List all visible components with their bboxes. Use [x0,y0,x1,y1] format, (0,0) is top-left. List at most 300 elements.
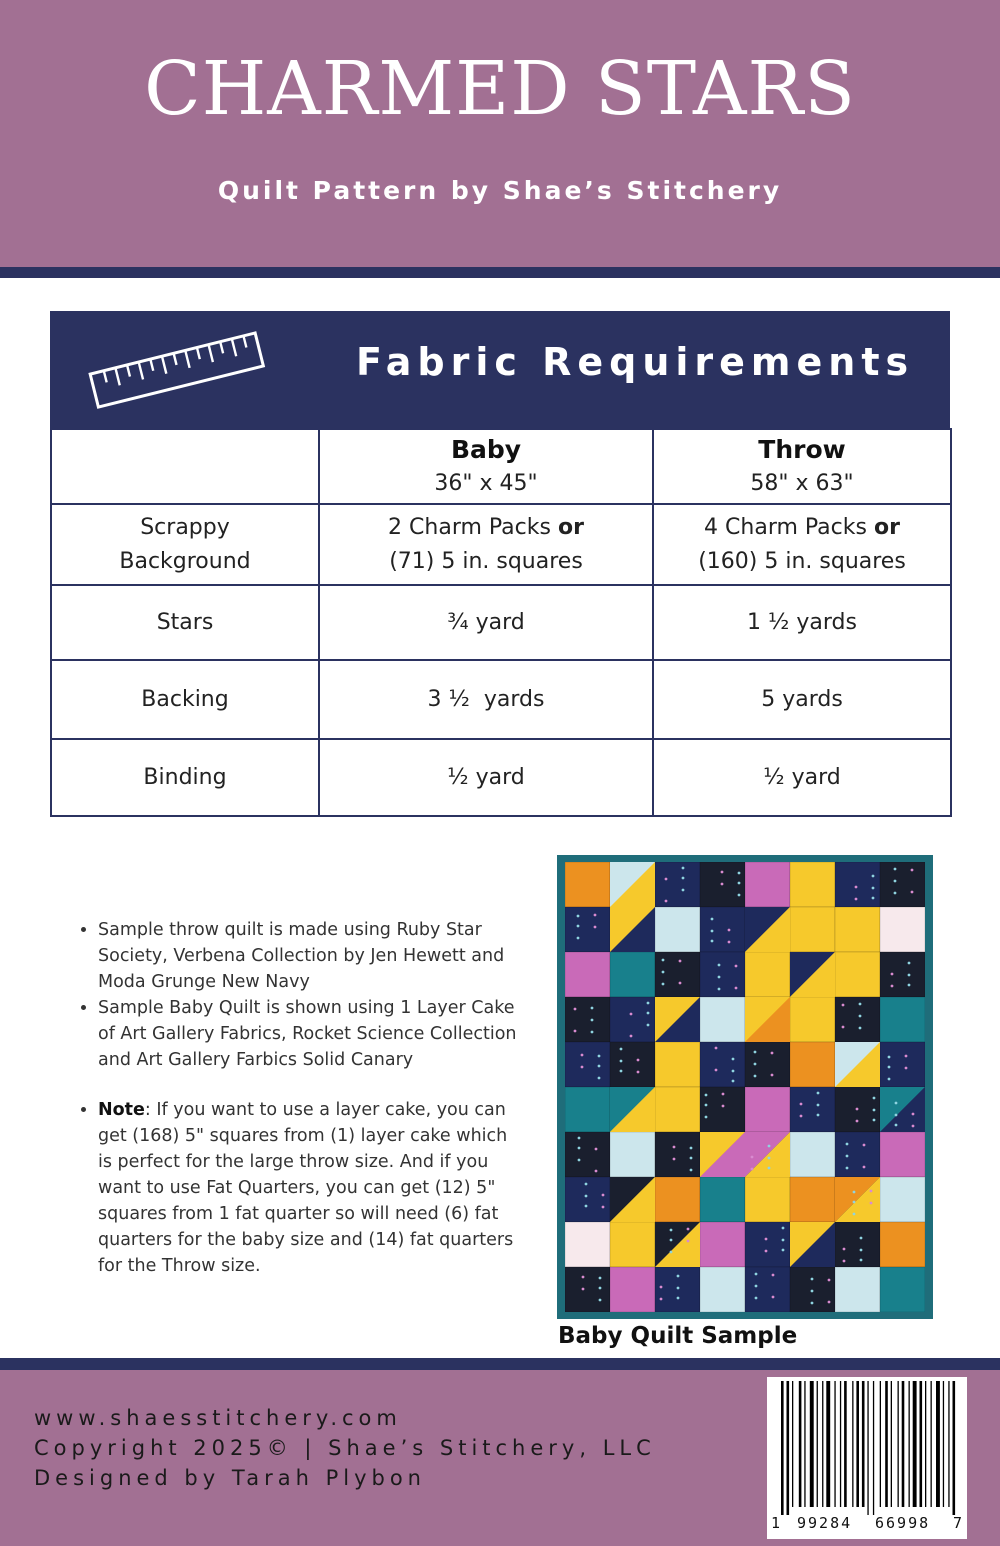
quilt-print-dot [888,1056,891,1059]
quilt-print-dot [718,976,721,979]
quilt-print-dot [705,1104,708,1107]
barcode-bar [817,1381,818,1507]
cell-or: or [873,514,900,540]
quilt-print-dot [755,1297,758,1300]
quilt-print-dot [721,883,724,886]
quilt-patch [835,952,880,997]
barcode-bar [862,1381,865,1507]
quilt-print-dot [738,894,741,897]
quilt-print-dot [677,1297,680,1300]
barcode-bar [826,1381,830,1507]
quilt-print-dot [771,1052,774,1055]
quilt-patch [790,1042,835,1087]
fabric-requirements-title: Fabric Requirements [356,340,915,384]
quilt-print-dot [705,1094,708,1097]
quilt-print-dot [670,1251,673,1254]
quilt-print-dot [660,1298,663,1301]
table-cell-throw: 5 yards [653,660,951,739]
quilt-patch [565,1132,610,1177]
quilt-print-dot [912,1113,915,1116]
quilt-patch [835,907,880,952]
quilt-print-dot [895,1114,898,1117]
quilt-patch [835,997,880,1042]
quilt-print-dot [891,985,894,988]
table-row [51,585,951,660]
barcode-left-digits: 99284 [797,1514,853,1532]
quilt-print-dot [665,900,668,903]
quilt-print-dot [765,1238,768,1241]
table-cell-throw [653,504,951,585]
quilt-print-dot [585,1183,588,1186]
barcode-bar [799,1381,802,1507]
quilt-print-dot [860,1259,863,1262]
column-title: Baby [450,434,522,464]
quilt-print-dot [711,930,714,933]
quilt-print-dot [738,882,741,885]
quilt-print-dot [905,1067,908,1070]
quilt-patch [745,1267,790,1312]
quilt-print-dot [800,1115,803,1118]
quilt-print-dot [811,1302,814,1305]
quilt-patch [835,1222,880,1267]
barcode-bar [822,1381,823,1507]
quilt-patch [565,1267,610,1312]
quilt-print-dot [620,1048,623,1051]
quilt-print-dot [872,897,875,900]
quilt-print-dot [811,1278,814,1281]
quilt-print-dot [735,965,738,968]
quilt-print-dot [721,871,724,874]
quilt-print-dot [894,880,897,883]
quilt-print-dot [718,964,721,967]
table-cell-baby [319,504,653,585]
quilt-patch [790,997,835,1042]
quilt-print-dot [670,1239,673,1242]
quilt-print-dot [782,1227,785,1230]
cell-text: (71) 5 in. squares [389,548,583,574]
quilt-print-dot [585,1195,588,1198]
quilt-patch [700,907,745,952]
quilt-print-dot [647,1002,650,1005]
quilt-print-dot [585,1205,588,1208]
barcode-bar [920,1381,923,1507]
quilt-patch [790,1177,835,1222]
quilt-print-dot [722,1105,725,1108]
quilt-patch [880,862,925,907]
quilt-print-dot [647,1012,650,1015]
table-header-row [51,429,951,504]
quilt-print-dot [665,878,668,881]
quilt-print-dot [602,1194,605,1197]
quilt-print-dot [687,1228,690,1231]
quilt-print-dot [598,1077,601,1080]
quilt-print-dot [591,1019,594,1022]
cell-or: or [557,514,584,540]
quilt-print-dot [637,1071,640,1074]
row-label: Stars [51,585,319,660]
quilt-print-dot [828,1301,831,1304]
quilt-print-dot [598,1065,601,1068]
quilt-print-dot [728,929,731,932]
table-corner-cell [51,429,319,504]
quilt-patch [655,1177,700,1222]
table-cell-baby: 3 ½ yards [319,660,653,739]
quilt-print-dot [842,1004,845,1007]
barcode-check-digit: 7 [953,1514,963,1532]
table-cell-baby: ½ yard [319,739,653,816]
quilt-patch [655,1042,700,1087]
quilt-print-dot [754,1075,757,1078]
barcode-bar [925,1381,926,1507]
quilt-print-dot [842,1026,845,1029]
quilt-print-dot [637,1059,640,1062]
quilt-print-dot [782,1239,785,1242]
quilt-print-dot [856,1120,859,1123]
quilt-patch [835,1132,880,1177]
designer-credit: Designed by Tarah Plybon [34,1466,426,1490]
quilt-patch [700,952,745,997]
quilt-print-dot [670,1229,673,1232]
quilt-patch [745,1177,790,1222]
barcode-bar [880,1381,881,1507]
quilt-print-dot [888,1066,891,1069]
column-header-baby [319,429,653,504]
notes-list [76,917,526,1279]
quilt-print-dot [647,1024,650,1027]
quilt-patch [880,1222,925,1267]
quilt-print-dot [677,1275,680,1278]
quilt-print-dot [755,1285,758,1288]
barcode-bar [943,1381,944,1507]
quilt-print-dot [872,875,875,878]
quilt-print-dot [582,1288,585,1291]
quilt-patch [880,1042,925,1087]
website-link[interactable]: www.shaesstitchery.com [34,1406,402,1430]
quilt-print-dot [908,962,911,965]
quilt-print-dot [888,1078,891,1081]
quilt-print-dot [598,1055,601,1058]
quilt-print-dot [728,941,731,944]
quilt-patch [880,952,925,997]
barcode-bar [873,1381,874,1515]
quilt-print-dot [905,1055,908,1058]
quilt-patch [565,907,610,952]
quilt-print-dot [765,1250,768,1253]
quilt-patch [790,907,835,952]
quilt-print-dot [732,1080,735,1083]
quilt-patch [565,1042,610,1087]
quilt-print-dot [860,1237,863,1240]
quilt-print-dot [863,1144,866,1147]
quilt-patch [655,862,700,907]
quilt-patch [565,997,610,1042]
barcode-bar [948,1381,949,1507]
quilt-print-dot [574,1030,577,1033]
quilt-print-dot [687,1240,690,1243]
quilt-print-dot [594,926,597,929]
table-row [51,660,951,739]
quilt-print-dot [690,1157,693,1160]
quilt-print-dot [870,1190,873,1193]
quilt-print-dot [578,1137,581,1140]
quilt-print-dot [599,1299,602,1302]
column-title: Throw [758,434,846,464]
quilt-print-dot [908,984,911,987]
quilt-patch [790,1267,835,1312]
quilt-patch [700,1177,745,1222]
quilt-print-dot [768,1157,771,1160]
cell-text: 2 Charm Packs [388,514,551,540]
quilt-print-dot [828,1279,831,1282]
quilt-print-dot [843,1260,846,1263]
quilt-print-dot [630,1035,633,1038]
quilt-print-dot [602,1206,605,1209]
notes-section [76,917,526,1279]
quilt-print-dot [594,914,597,917]
page-title: CHARMED STARS [144,46,856,132]
list-item: • Sample throw quilt is made using Ruby Star Society, Verbena Collection by Jen Hewett and Moda Grunge New Navy [98,917,526,995]
footer-divider [0,1358,1000,1370]
quilt-print-dot [599,1277,602,1280]
quilt-print-dot [853,1201,856,1204]
barcode-right-digits: 66998 [875,1514,931,1532]
quilt-patch [610,1042,655,1087]
quilt-print-dot [891,973,894,976]
quilt-print-dot [754,1063,757,1066]
quilt-print-dot [860,1249,863,1252]
quilt-patch [565,1177,610,1222]
barcode-bar [856,1381,859,1507]
quilt-print-dot [894,868,897,871]
quilt-print-dot [577,915,580,918]
quilt-patch [790,862,835,907]
quilt-caption: Baby Quilt Sample [558,1323,798,1349]
fabric-requirements-table [50,428,952,817]
quilt-patch [655,1132,700,1177]
quilt-print-dot [911,891,914,894]
quilt-print-dot [574,1008,577,1011]
quilt-print-dot [800,1103,803,1106]
column-dimensions: 36" x 45" [434,470,538,496]
quilt-print-dot [853,1191,856,1194]
quilt-print-dot [782,1249,785,1252]
barcode-bar [953,1381,956,1515]
barcode-bar [898,1381,899,1507]
quilt-print-dot [682,867,685,870]
quilt-print-dot [859,1027,862,1030]
barcode-bar [891,1381,892,1507]
quilt-print-dot [578,1159,581,1162]
row-label [51,504,319,585]
quilt-sample-image [565,862,925,1312]
quilt-patch [700,1042,745,1087]
quilt-print-dot [895,1124,898,1127]
quilt-print-dot [722,1093,725,1096]
quilt-print-dot [895,1102,898,1105]
quilt-patch [700,997,745,1042]
quilt-print-dot [768,1145,771,1148]
quilt-print-dot [859,1003,862,1006]
quilt-patch [655,952,700,997]
quilt-print-dot [856,1108,859,1111]
quilt-print-dot [768,1167,771,1170]
quilt-print-dot [873,1109,876,1112]
ruler-icon [82,325,272,417]
quilt-print-dot [595,1148,598,1151]
header-banner [0,0,1000,267]
quilt-print-dot [679,960,682,963]
quilt-patch [655,1267,700,1312]
quilt-print-dot [662,983,665,986]
quilt-print-dot [582,1276,585,1279]
quilt-print-dot [577,925,580,928]
column-header-throw [653,429,951,504]
quilt-print-dot [682,877,685,880]
quilt-print-dot [581,1054,584,1057]
quilt-print-dot [662,959,665,962]
barcode-bar [787,1381,790,1515]
quilt-print-dot [751,1156,754,1159]
table-cell-throw: ½ yard [653,739,951,816]
quilt-patch [790,1087,835,1132]
quilt-patch [835,1267,880,1312]
barcode-bar [844,1381,847,1507]
quilt-print-dot [873,1119,876,1122]
list-item [98,1097,526,1279]
quilt-patch [610,1222,655,1267]
barcode-bar [792,1381,793,1507]
quilt-print-dot [872,887,875,890]
barcode-bar [810,1381,814,1507]
note-label: Note [98,1100,145,1120]
row-label: Backing [51,660,319,739]
quilt-print-dot [859,1015,862,1018]
quilt-patch [745,1042,790,1087]
table-row [51,739,951,816]
quilt-print-dot [908,974,911,977]
quilt-patch [880,1267,925,1312]
barcode-bar [902,1381,905,1507]
quilt-print-dot [673,1146,676,1149]
quilt-print-dot [690,1169,693,1172]
header-divider [0,267,1000,278]
cell-text: (160) 5 in. squares [698,548,906,574]
quilt-print-dot [735,987,738,990]
quilt-print-dot [846,1155,849,1158]
quilt-print-dot [630,1013,633,1016]
note-text: : If you want to use a layer cake, you can get (168) 5" squares from (1) layer cake which is perfect for the large throw size. And if you want to use Fat Quarters, you can get (12) 5" squares from 1 fat quarter so will need (6) fat quarters for the baby size and (14) fat quarters for the Throw size. [98,1100,514,1276]
table-cell-throw: 1 ½ yards [653,585,951,660]
quilt-patch [610,1267,655,1312]
quilt-print-dot [599,1287,602,1290]
barcode-lead-digit: 1 [771,1514,781,1532]
quilt-patch [565,1222,610,1267]
quilt-print-dot [718,988,721,991]
table-row [51,504,951,585]
quilt-print-dot [751,1168,754,1171]
footer-text [34,1403,656,1493]
quilt-print-dot [738,872,741,875]
quilt-print-dot [811,1290,814,1293]
barcode [767,1377,967,1539]
quilt-print-dot [577,937,580,940]
quilt-print-dot [817,1092,820,1095]
quilt-print-dot [660,1286,663,1289]
quilt-patch [745,862,790,907]
barcode-bar [781,1381,784,1515]
quilt-print-dot [595,1170,598,1173]
barcode-bar [936,1381,940,1507]
quilt-print-dot [853,1213,856,1216]
quilt-print-dot [591,1031,594,1034]
quilt-print-dot [705,1116,708,1119]
quilt-patch [745,952,790,997]
quilt-patch [835,862,880,907]
quilt-patch [880,907,925,952]
quilt-print-dot [662,971,665,974]
quilt-print-dot [771,1074,774,1077]
quilt-print-dot [581,1066,584,1069]
quilt-print-dot [620,1060,623,1063]
copyright-text: Copyright 2025© | Shae’s Stitchery, LLC [34,1436,656,1460]
list-item: • Sample Baby Quilt is shown using 1 Layer Cake of Art Gallery Fabrics, Rocket Science Collection and Art Gallery Farbics Solid Canary [98,995,526,1073]
barcode-bar [867,1381,868,1515]
barcode-bar [885,1381,888,1507]
quilt-print-dot [591,1007,594,1010]
quilt-print-dot [711,918,714,921]
quilt-print-dot [870,1202,873,1205]
quilt-patch [745,1087,790,1132]
quilt-print-dot [754,1051,757,1054]
quilt-print-dot [711,940,714,943]
quilt-print-dot [715,1069,718,1072]
quilt-print-dot [911,869,914,872]
row-label-line: Scrappy [140,514,230,540]
quilt-print-dot [912,1125,915,1128]
row-label: Binding [51,739,319,816]
quilt-patch [700,1267,745,1312]
barcode-bar [834,1381,835,1507]
column-dimensions: 58" x 63" [750,470,854,496]
quilt-print-dot [863,1166,866,1169]
footer [0,1370,1000,1546]
quilt-print-dot [732,1058,735,1061]
quilt-patch [700,1222,745,1267]
quilt-print-dot [690,1147,693,1150]
barcode-bar [840,1381,841,1507]
quilt-print-dot [732,1070,735,1073]
quilt-print-dot [855,886,858,889]
row-label-line: Background [119,548,251,574]
quilt-patch [655,907,700,952]
quilt-patch [880,997,925,1042]
barcode-bar [852,1381,853,1507]
quilt-print-dot [894,892,897,895]
quilt-patch [565,1087,610,1132]
quilt-print-dot [677,1287,680,1290]
quilt-print-dot [578,1147,581,1150]
table-cell-baby: ¾ yard [319,585,653,660]
quilt-patch [610,1132,655,1177]
quilt-print-dot [873,1097,876,1100]
quilt-patch [880,1177,925,1222]
quilt-print-dot [755,1273,758,1276]
quilt-print-dot [772,1296,775,1299]
quilt-patch [565,862,610,907]
quilt-print-dot [817,1114,820,1117]
quilt-print-dot [673,1158,676,1161]
barcode-bar [804,1381,805,1507]
